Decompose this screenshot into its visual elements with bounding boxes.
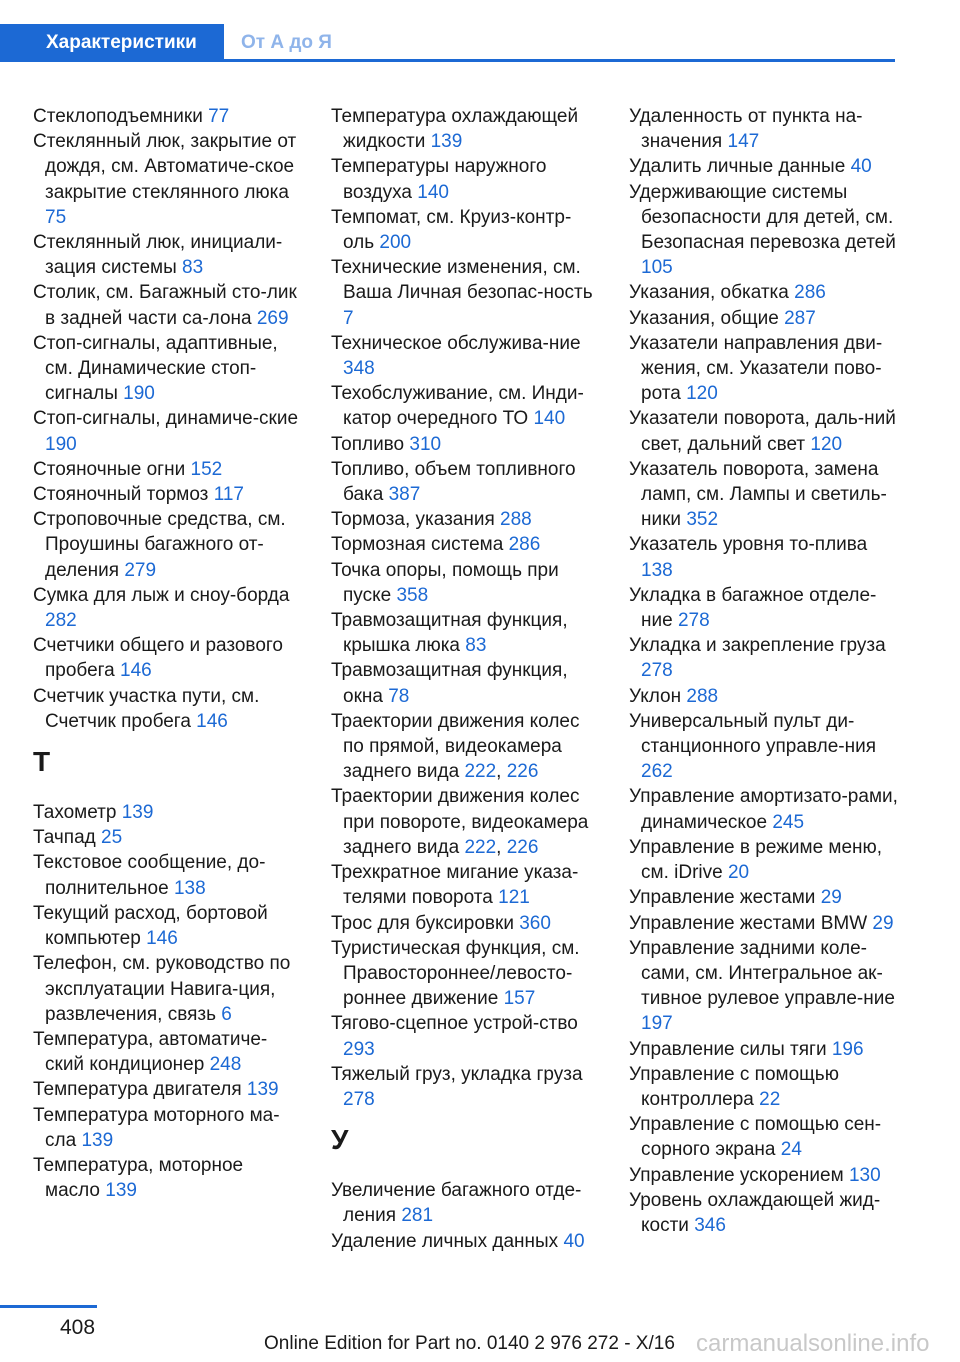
page-link[interactable]: 139 bbox=[121, 802, 154, 824]
page-link[interactable]: 245 bbox=[772, 811, 805, 833]
index-entry-text: Стоп-сигналы, динамиче-ские bbox=[33, 408, 299, 430]
page-link[interactable]: 22 bbox=[759, 1088, 781, 1110]
page-link[interactable]: 40 bbox=[563, 1230, 585, 1252]
index-entry-text: Температура охлаждающей жидкости bbox=[331, 106, 579, 153]
page-link[interactable]: 286 bbox=[508, 534, 541, 556]
index-entry-text: Температуры наружного воздуха bbox=[331, 156, 547, 203]
index-entry-text: Счетчики общего и разового пробега bbox=[33, 635, 283, 682]
page-link[interactable]: 24 bbox=[780, 1139, 802, 1161]
index-entry-text: Столик, см. Багажный сто-лик в задней части са-лона bbox=[33, 282, 297, 329]
page-link[interactable]: 139 bbox=[105, 1180, 137, 1202]
index-entry-text: Указатели поворота, даль-ний свет, дальний свет bbox=[629, 408, 896, 455]
page-link[interactable]: 288 bbox=[686, 685, 719, 707]
index-entry bbox=[33, 901, 303, 951]
page-link[interactable]: 20 bbox=[727, 862, 750, 884]
index-entry-text: Указатели направления дви-жения, см. Указатели пово-рота bbox=[629, 332, 883, 405]
page-link[interactable]: 197 bbox=[641, 1013, 673, 1035]
index-entry bbox=[331, 457, 601, 507]
index-entry-text: Удаленность от пункта на-значения bbox=[629, 106, 863, 153]
page-link[interactable]: 120 bbox=[686, 383, 718, 405]
page-link[interactable]: 140 bbox=[417, 181, 449, 203]
index-entry-text: Топливо, объем топливного бака bbox=[331, 458, 576, 506]
page-link[interactable]: 200 bbox=[379, 232, 412, 254]
index-entry bbox=[629, 633, 899, 683]
index-entry bbox=[33, 129, 303, 230]
page-link[interactable]: 279 bbox=[124, 559, 157, 581]
index-entry-text: Трехкратное мигание указа-телями поворота bbox=[331, 862, 579, 909]
index-entry bbox=[331, 658, 601, 708]
page-link[interactable]: 105 bbox=[641, 257, 673, 279]
index-column-1 bbox=[33, 104, 303, 1203]
index-entry-text: Увеличение багажного отде-ления bbox=[331, 1180, 582, 1227]
index-entry-text: Температура, автоматиче-ский кондиционер bbox=[33, 1028, 268, 1076]
index-entry bbox=[33, 825, 303, 850]
watermark-text: carmanualsonline.info bbox=[696, 1330, 930, 1357]
index-entry-text: Текущий расход, бортовой компьютер bbox=[33, 902, 268, 950]
page-link[interactable]: 310 bbox=[409, 433, 442, 455]
edition-text: Online Edition for Part no. 0140 2 976 272 - X/16 bbox=[264, 1333, 675, 1354]
page-link[interactable]: 130 bbox=[848, 1164, 881, 1186]
index-entry-text: Стеклоподъемники bbox=[33, 106, 203, 127]
index-entry bbox=[331, 1178, 601, 1228]
page-link[interactable]: 121 bbox=[498, 887, 530, 909]
page-link[interactable]: 190 bbox=[123, 383, 155, 405]
index-entry-text: Температура, моторное масло bbox=[33, 1154, 244, 1202]
index-entry bbox=[331, 558, 601, 608]
page-link[interactable]: 282 bbox=[45, 610, 77, 632]
page-link[interactable]: 139 bbox=[246, 1079, 279, 1101]
page-link[interactable]: 146 bbox=[146, 928, 178, 950]
index-entry bbox=[33, 583, 303, 633]
page-number: 408 bbox=[60, 1316, 96, 1339]
index-entry bbox=[629, 583, 899, 633]
index-entry-text: Температура двигателя bbox=[33, 1079, 242, 1101]
index-entry bbox=[629, 532, 899, 582]
index-entry bbox=[629, 1037, 899, 1062]
page-link[interactable]: 140 bbox=[533, 408, 566, 430]
index-entry bbox=[33, 850, 303, 900]
index-entry bbox=[629, 1112, 899, 1162]
page-link[interactable]: 360 bbox=[519, 912, 551, 934]
index-entry-text: Технические изменения, см. Ваша Личная безопас-ность bbox=[331, 257, 593, 304]
index-entry bbox=[331, 104, 601, 154]
index-entry bbox=[33, 230, 303, 280]
index-entry-text: Тяжелый груз, укладка груза bbox=[331, 1063, 583, 1085]
page-link[interactable]: 278 bbox=[641, 660, 673, 682]
index-entry-text: Управление в режиме меню, см. iDrive bbox=[629, 836, 883, 884]
index-entry bbox=[331, 709, 601, 785]
index-entry bbox=[629, 1188, 899, 1238]
index-entry bbox=[33, 331, 303, 407]
page-separator: , bbox=[496, 836, 502, 858]
page-link[interactable]: 40 bbox=[850, 156, 872, 178]
page-link[interactable]: 117 bbox=[213, 484, 244, 506]
tab-characteristics[interactable]: Характеристики bbox=[0, 24, 224, 62]
page-link[interactable]: 248 bbox=[209, 1054, 242, 1076]
index-entry-text: Стоп-сигналы, адаптивные, см. Динамические стоп-сигналы bbox=[33, 332, 278, 405]
index-entry-text: Трос для буксировки bbox=[331, 912, 514, 934]
index-entry-text: Управление силы тяги bbox=[629, 1038, 827, 1060]
index-entry-text: Техобслуживание, см. Инди-катор очередного ТО bbox=[331, 383, 584, 430]
index-entry bbox=[331, 205, 601, 255]
index-entry bbox=[331, 911, 601, 936]
page-link[interactable]: 139 bbox=[430, 131, 463, 153]
index-entry-text: Счетчик участка пути, см. Счетчик пробега bbox=[33, 685, 260, 732]
index-entry bbox=[629, 936, 899, 1037]
index-entry bbox=[629, 406, 899, 456]
page-link[interactable]: 262 bbox=[641, 761, 673, 783]
index-entry-text: Травмозащитная функция, крышка люка bbox=[331, 610, 568, 657]
index-entry-text: Техническое обслужива-ние bbox=[331, 332, 581, 354]
index-entry bbox=[33, 457, 303, 482]
page-link[interactable]: 29 bbox=[820, 887, 842, 909]
index-entry bbox=[33, 1077, 303, 1102]
page-link[interactable]: 120 bbox=[810, 433, 843, 455]
page-link[interactable]: 269 bbox=[256, 307, 289, 329]
index-entry bbox=[629, 684, 899, 709]
index-column-2 bbox=[331, 104, 601, 1254]
page-link[interactable]: 226 bbox=[506, 836, 539, 858]
index-entry-text: Сумка для лыж и сноу-борда bbox=[33, 584, 290, 606]
index-entry-text: Указатель поворота, замена ламп, см. Лампы и светиль-ники bbox=[629, 458, 887, 531]
header-bar bbox=[0, 24, 895, 62]
index-entry bbox=[331, 1062, 601, 1112]
index-entry bbox=[629, 1163, 899, 1188]
index-entry bbox=[629, 709, 899, 785]
page-link[interactable]: 29 bbox=[872, 912, 894, 934]
index-entry bbox=[331, 1229, 601, 1254]
index-entry-text: Управление с помощью контроллера bbox=[629, 1063, 839, 1110]
index-entry bbox=[331, 860, 601, 910]
index-entry bbox=[331, 608, 601, 658]
index-entry-text: Температура моторного ма-сла bbox=[33, 1104, 280, 1151]
page-link[interactable]: 387 bbox=[388, 484, 421, 506]
index-entry bbox=[629, 784, 899, 834]
page-link[interactable]: 138 bbox=[173, 877, 206, 899]
page-link[interactable]: 281 bbox=[401, 1205, 434, 1227]
page-separator: , bbox=[496, 761, 502, 783]
index-entry bbox=[33, 104, 303, 129]
index-entry-text: Темпомат, см. Круиз-контр-оль bbox=[331, 206, 572, 254]
index-entry-text: Управление амортизато-рами, динамическое bbox=[629, 786, 898, 833]
index-entry-text: Указания, обкатка bbox=[629, 282, 789, 304]
index-entry bbox=[331, 381, 601, 431]
index-entry bbox=[629, 911, 899, 936]
page-link[interactable]: 222 bbox=[464, 836, 497, 858]
page-link[interactable]: 358 bbox=[396, 584, 429, 606]
index-entry-text: Универсальный пульт ди-станционного управле-ния bbox=[629, 710, 876, 758]
index-entry-text: Тягово-сцепное устрой-ство bbox=[331, 1013, 578, 1035]
page-link[interactable]: 138 bbox=[641, 559, 673, 581]
page-link[interactable]: 77 bbox=[208, 106, 230, 127]
page-link[interactable]: 348 bbox=[343, 358, 375, 380]
index-entry-text: Тормоза, указания bbox=[331, 509, 495, 531]
index-entry bbox=[629, 835, 899, 885]
page-link[interactable]: 75 bbox=[45, 206, 67, 228]
page-link[interactable]: 346 bbox=[694, 1214, 726, 1236]
index-entry-text: Тахометр bbox=[33, 802, 117, 824]
page-number-rule bbox=[0, 1305, 97, 1308]
index-entry bbox=[629, 104, 899, 154]
index-entry bbox=[331, 784, 601, 860]
index-entry bbox=[33, 280, 303, 330]
index-entry-text: Траектории движения колес при повороте, видеокамера заднего вида bbox=[331, 786, 589, 858]
section-letter: У bbox=[331, 1124, 349, 1156]
index-entry-text: Стояночный тормоз bbox=[33, 484, 209, 506]
index-entry-text: Укладка и закрепление груза bbox=[629, 635, 886, 657]
index-entry bbox=[331, 532, 601, 557]
index-entry-text: Тормозная система bbox=[331, 534, 504, 556]
index-entry bbox=[331, 1011, 601, 1061]
page-link[interactable]: 147 bbox=[727, 131, 760, 153]
page-link[interactable]: 293 bbox=[343, 1038, 375, 1060]
page-link[interactable]: 83 bbox=[465, 635, 487, 657]
index-entry-text: Указатель уровня то-плива bbox=[629, 534, 868, 556]
index-entry bbox=[629, 280, 899, 305]
page-link[interactable]: 226 bbox=[506, 761, 539, 783]
page-link[interactable]: 78 bbox=[388, 685, 410, 707]
index-entry bbox=[331, 255, 601, 331]
index-column-3 bbox=[629, 104, 899, 1238]
page-link[interactable]: 83 bbox=[182, 257, 204, 279]
index-entry-text: Управление ускорением bbox=[629, 1164, 844, 1186]
page-link[interactable]: 352 bbox=[686, 509, 719, 531]
index-entry bbox=[629, 331, 899, 407]
index-entry bbox=[629, 154, 899, 179]
index-entry bbox=[33, 951, 303, 1027]
page-link[interactable]: 146 bbox=[196, 710, 228, 732]
index-entry-text: Удалить личные данные bbox=[629, 156, 846, 178]
page-link[interactable]: 278 bbox=[343, 1088, 375, 1110]
index-entry-text: Удаление личных данных bbox=[331, 1230, 559, 1252]
index-entry bbox=[629, 457, 899, 533]
index-entry bbox=[33, 684, 303, 734]
index-entry-text: Стеклянный люк, инициали-зация системы bbox=[33, 232, 283, 279]
index-entry-text: Текстовое сообщение, до-полнительное bbox=[33, 852, 266, 899]
index-entry-text: Укладка в багажное отделе-ние bbox=[629, 584, 877, 632]
index-entry bbox=[33, 507, 303, 583]
page-link[interactable]: 190 bbox=[45, 433, 77, 455]
index-entry-text: Туристическая функция, см. Правостороннее/левосто-роннее движение bbox=[331, 937, 580, 1010]
index-entry-text: Тачпад bbox=[33, 827, 96, 849]
index-entry bbox=[629, 180, 899, 281]
index-entry-text: Травмозащитная функция, окна bbox=[331, 660, 568, 707]
index-entry-text: Управление жестами bbox=[629, 887, 816, 909]
page-link[interactable]: 152 bbox=[190, 458, 223, 480]
index-entry bbox=[33, 406, 303, 456]
index-entry bbox=[33, 1103, 303, 1153]
page-link[interactable]: 196 bbox=[831, 1038, 864, 1060]
page-link[interactable]: 6 bbox=[221, 1003, 232, 1025]
page-link[interactable]: 222 bbox=[464, 761, 497, 783]
page-link[interactable]: 7 bbox=[343, 307, 354, 329]
index-entry-text: Топливо bbox=[331, 433, 405, 455]
index-entry bbox=[331, 154, 601, 204]
section-letter: Т bbox=[33, 746, 51, 778]
index-entry-text: Строповочные средства, см. Проушины багажного от-деления bbox=[33, 509, 286, 581]
index-entry-text: Точка опоры, помощь при пуске bbox=[331, 559, 559, 606]
index-entry-text: Управление с помощью сен-сорного экрана bbox=[629, 1114, 882, 1161]
index-entry bbox=[33, 633, 303, 683]
index-entry-text: Удерживающие системы безопасности для детей, см. Безопасная перевозка детей bbox=[629, 181, 896, 254]
page-link[interactable]: 139 bbox=[81, 1129, 114, 1151]
index-entry-text: Стояночные огни bbox=[33, 458, 186, 480]
index-entry bbox=[629, 306, 899, 331]
index-entry bbox=[331, 331, 601, 381]
index-entry-text: Стеклянный люк, закрытие от дождя, см. Автоматиче-ское закрытие стеклянного люка bbox=[33, 131, 297, 203]
index-entry bbox=[331, 432, 601, 457]
index-entry-text: Управление задними коле-сами, см. Интегральное ак-тивное рулевое управле-ние bbox=[629, 937, 895, 1010]
index-entry-text: Управление жестами BMW bbox=[629, 912, 868, 934]
index-entry-text: Уровень охлаждающей жид-кости bbox=[629, 1189, 881, 1236]
page-link[interactable]: 25 bbox=[101, 827, 123, 849]
index-entry-text: Уклон bbox=[629, 685, 682, 707]
page-link[interactable]: 157 bbox=[503, 988, 536, 1010]
index-entry bbox=[33, 1153, 303, 1203]
index-entry bbox=[629, 885, 899, 910]
index-entry-text: Телефон, см. руководство по эксплуатации Навига-ция, развлечения, связь bbox=[33, 953, 291, 1025]
page-link[interactable]: 278 bbox=[677, 610, 710, 632]
page-link[interactable]: 288 bbox=[500, 509, 532, 531]
page-link[interactable]: 146 bbox=[120, 660, 152, 682]
index-entry bbox=[331, 507, 601, 532]
index-entry bbox=[331, 936, 601, 1012]
index-entry bbox=[33, 800, 303, 825]
index-entry bbox=[629, 1062, 899, 1112]
index-entry-text: Указания, общие bbox=[629, 307, 779, 329]
index-entry bbox=[33, 482, 303, 507]
index-entry-text: Траектории движения колес по прямой, видеокамера заднего вида bbox=[331, 710, 580, 783]
page-link[interactable]: 286 bbox=[794, 282, 826, 304]
tab-a-to-z[interactable]: От А до Я bbox=[241, 32, 332, 53]
page-link[interactable]: 287 bbox=[784, 307, 816, 329]
index-entry bbox=[33, 1027, 303, 1077]
